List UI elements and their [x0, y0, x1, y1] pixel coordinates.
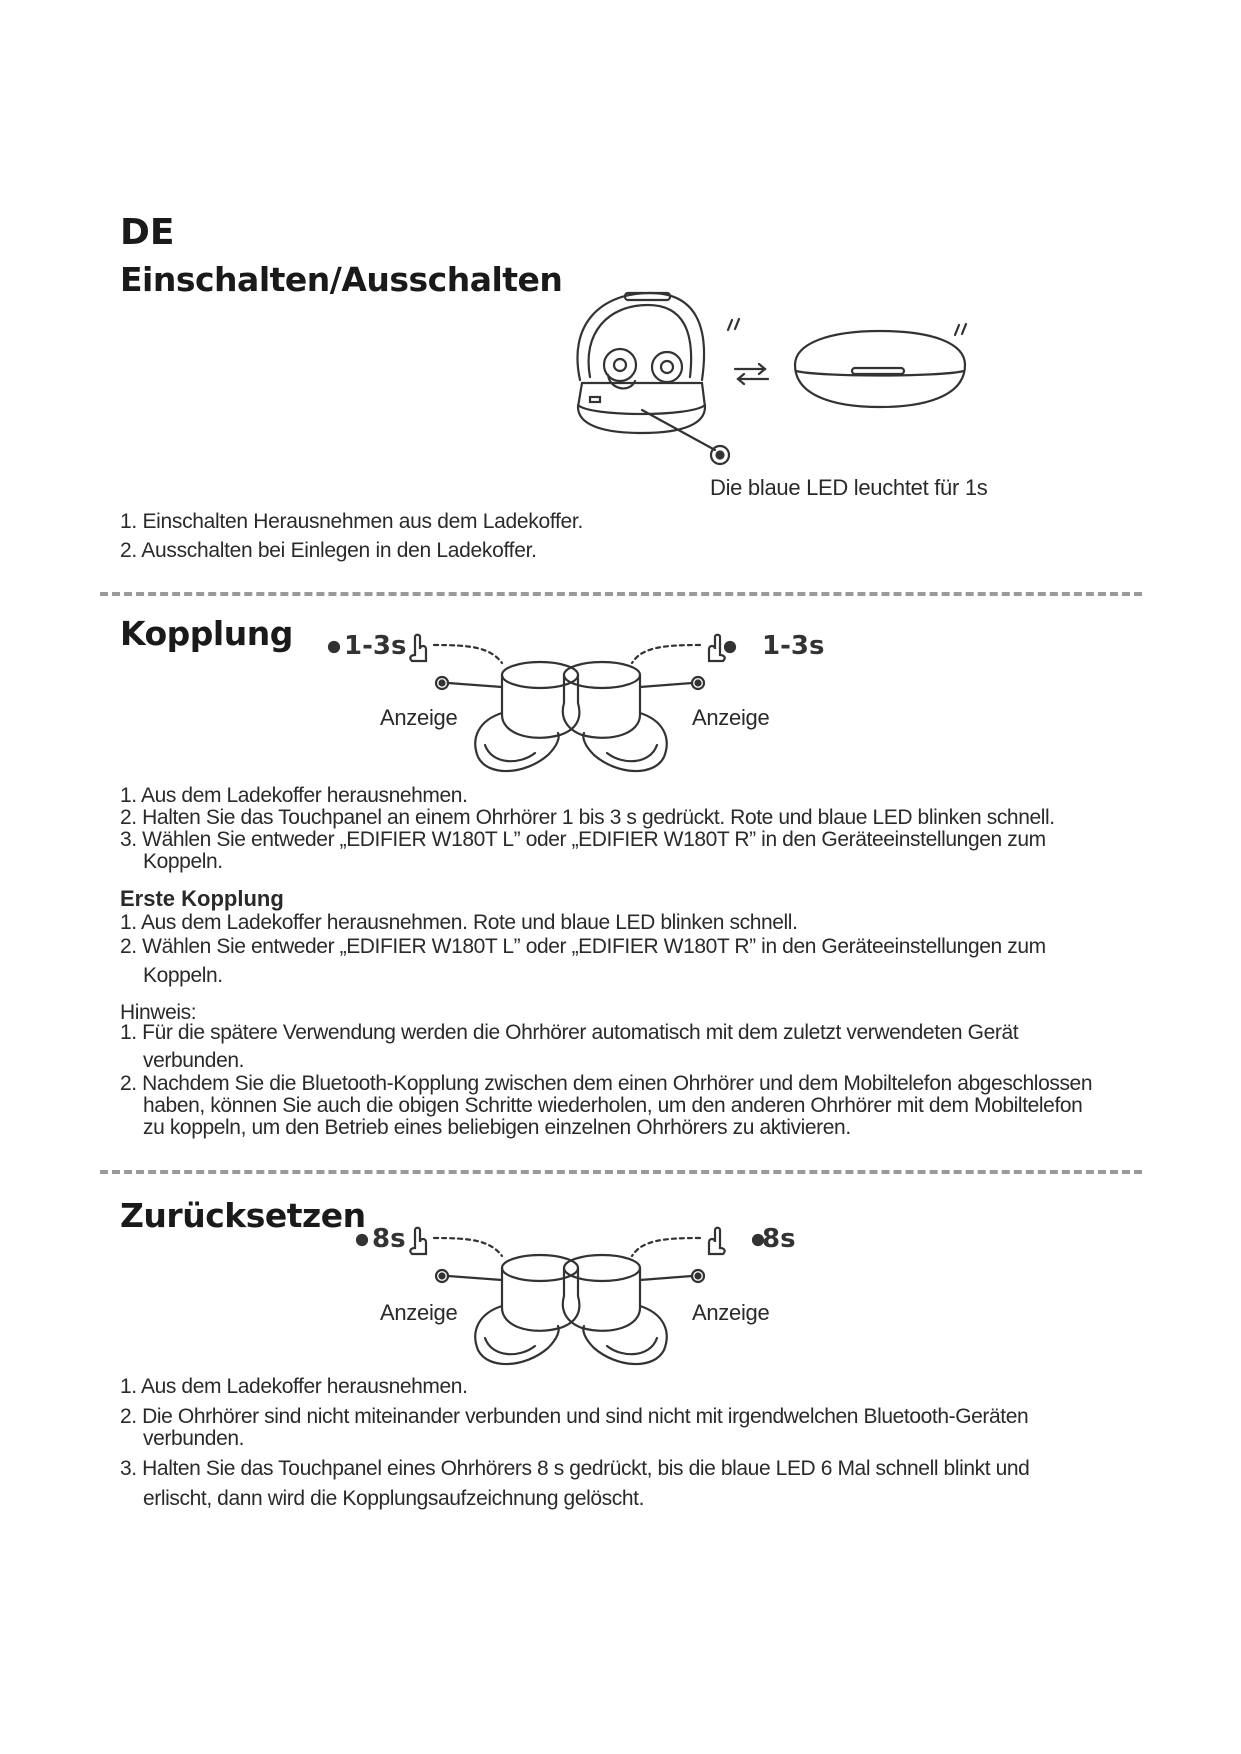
- first-pairing-step-2: 2. Wählen Sie entweder „EDIFIER W180T L” oder „EDIFIER W180T R” in den Geräteeinstellungen zum: [120, 935, 1046, 958]
- first-pairing-title: Erste Kopplung: [120, 886, 284, 911]
- charging-case-illustration: [560, 285, 1000, 475]
- power-section-title: Einschalten/Ausschalten: [120, 260, 563, 299]
- pairing-step-3: 3. Wählen Sie entweder „EDIFIER W180T L” oder „EDIFIER W180T R” in den Geräteeinstellungen zum: [120, 828, 1046, 851]
- pairing-indicator-right: Anzeige: [692, 705, 770, 730]
- reset-step-3-cont: erlischt, dann wird die Kopplungsaufzeichnung gelöscht.: [143, 1487, 645, 1510]
- reset-step-2: 2. Die Ohrhörer sind nicht miteinander verbunden und sind nicht mit irgendwelchen Bluetooth-Geräten: [120, 1405, 1029, 1428]
- section-divider: [100, 592, 1142, 596]
- pairing-step-3-cont: Koppeln.: [143, 850, 223, 873]
- pairing-indicator-left: Anzeige: [380, 705, 458, 730]
- note-2-cont-1: haben, können Sie auch die obigen Schritte wiederholen, um den anderen Ohrhörer mit dem Mobiltelefon: [143, 1094, 1083, 1117]
- pairing-section-title: Kopplung: [120, 614, 293, 653]
- power-step-1: 1. Einschalten Herausnehmen aus dem Ladekoffer.: [120, 510, 583, 533]
- note-2-cont-2: zu koppeln, um den Betrieb eines beliebigen einzelnen Ohrhörers zu aktivieren.: [143, 1116, 851, 1139]
- pairing-time-right: 1-3s: [762, 631, 825, 661]
- reset-step-1: 1. Aus dem Ladekoffer herausnehmen.: [120, 1375, 468, 1398]
- note-2: 2. Nachdem Sie die Bluetooth-Kopplung zwischen dem einen Ohrhörer und dem Mobiltelefon abgeschlossen: [120, 1072, 1093, 1095]
- first-pairing-step-2-cont: Koppeln.: [143, 964, 223, 987]
- reset-indicator-left: Anzeige: [380, 1300, 458, 1325]
- language-label: DE: [120, 212, 175, 253]
- note-1-cont: verbunden.: [143, 1049, 245, 1072]
- power-step-2: 2. Ausschalten bei Einlegen in den Ladekoffer.: [120, 539, 537, 562]
- first-pairing-step-1: 1. Aus dem Ladekoffer herausnehmen. Rote und blaue LED blinken schnell.: [120, 911, 798, 934]
- section-divider: [100, 1170, 1142, 1174]
- reset-time-left: 8s: [372, 1224, 406, 1254]
- pairing-time-left: 1-3s: [344, 631, 407, 661]
- pairing-step-2: 2. Halten Sie das Touchpanel an einem Ohrhörer 1 bis 3 s gedrückt. Rote und blaue LED blinken schnell.: [120, 806, 1055, 829]
- note-1: 1. Für die spätere Verwendung werden die Ohrhörer automatisch mit dem zuletzt verwendeten Gerät: [120, 1021, 1019, 1044]
- note-title: Hinweis:: [120, 1001, 197, 1024]
- pairing-step-1: 1. Aus dem Ladekoffer herausnehmen.: [120, 784, 468, 807]
- reset-step-3: 3. Halten Sie das Touchpanel eines Ohrhörers 8 s gedrückt, bis die blaue LED 6 Mal schnell blinkt und: [120, 1457, 1030, 1480]
- reset-section-title: Zurücksetzen: [120, 1196, 366, 1235]
- led-caption: Die blaue LED leuchtet für 1s: [710, 475, 988, 500]
- reset-step-2-cont: verbunden.: [143, 1427, 245, 1450]
- reset-indicator-right: Anzeige: [692, 1300, 770, 1325]
- reset-time-right: 8s: [762, 1224, 796, 1254]
